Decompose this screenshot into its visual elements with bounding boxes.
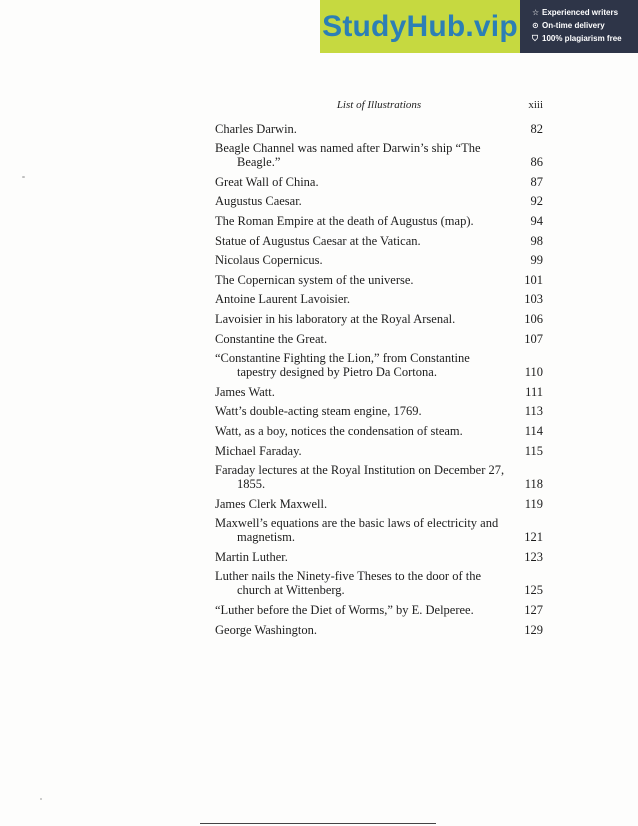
illustration-page: 87 [530,174,543,189]
brand-logo[interactable]: StudyHub.vip [322,9,518,43]
list-item [215,312,543,326]
list-item [215,141,543,169]
feature-text: On-time delivery [542,21,605,30]
page-header [215,99,543,113]
illustration-page: 119 [524,496,543,511]
illustration-page: 110 [524,365,543,380]
ad-banner[interactable] [320,0,638,53]
illustration-page: 113 [524,404,543,419]
illustration-caption: The Copernican system of the universe. [215,272,414,287]
illustration-caption: Constantine the Great. [215,331,328,346]
list-item [215,194,543,208]
feature-text: Experienced writers [542,8,619,17]
illustration-page: 99 [530,253,543,268]
illustration-page: 86 [530,155,543,170]
illustration-caption: The Roman Empire at the death of Augustus (map). [215,213,474,228]
illustration-caption: Watt’s double-acting steam engine, 1769. [215,404,422,419]
list-item [215,444,543,458]
illustration-caption: Statue of Augustus Caesar at the Vatican. [215,233,421,248]
brand-panel[interactable] [320,0,520,53]
illustration-page: 121 [524,530,543,545]
list-item [215,569,543,597]
list-item [215,603,543,617]
illustration-caption: “Luther before the Diet of Worms,” by E. Delperee. [215,603,474,618]
illustration-caption: “Constantine Fighting the Lion,” from Constantine tapestry designed by Pietro Da Cortona. [215,351,470,380]
scan-speck [22,176,25,178]
list-item [215,214,543,228]
scan-speck [40,798,42,800]
list-item [215,234,543,248]
list-item [215,292,543,306]
illustration-caption: Beagle Channel was named after Darwin’s ship “The Beagle.” [215,141,481,170]
feature-text: 100% plagiarism free [542,34,622,43]
list-item [215,385,543,399]
illustration-page: 127 [524,603,543,618]
illustration-caption: Martin Luther. [215,549,288,564]
illustration-caption: James Watt. [215,384,275,399]
illustration-list [215,116,543,637]
illustration-page: 103 [524,292,543,307]
illustration-caption: Michael Faraday. [215,443,302,458]
illustration-page: 125 [524,583,543,598]
bottom-rule [200,823,436,824]
illustration-caption: Luther nails the Ninety-five Theses to the door of the church at Wittenberg. [215,569,482,598]
illustration-page: 107 [524,331,543,346]
list-item [215,332,543,346]
feature-item [532,32,638,45]
clock-icon: ⊙ [532,21,539,30]
illustration-caption: Maxwell’s equations are the basic laws of electricity and magnetism. [215,516,499,545]
illustration-page: 129 [524,622,543,637]
list-item [215,424,543,438]
illustration-page: 111 [525,384,543,399]
page-number: xiii [528,99,543,111]
illustration-page: 92 [530,194,543,209]
illustration-page: 114 [524,423,543,438]
feature-list [520,0,638,53]
illustration-page: 94 [530,213,543,228]
list-item [215,175,543,189]
shield-icon: ⛉ [532,33,538,43]
illustration-caption: Watt, as a boy, notices the condensation of steam. [215,423,463,438]
illustration-caption: Antoine Laurent Lavoisier. [215,292,351,307]
list-item [215,351,543,379]
list-item [215,273,543,287]
illustration-page: 115 [524,443,543,458]
star-icon: ☆ [532,8,540,17]
illustration-caption: James Clerk Maxwell. [215,496,328,511]
list-item [215,253,543,267]
list-item [215,404,543,418]
feature-item [532,19,638,32]
list-item [215,623,543,637]
illustration-page: 106 [524,311,543,326]
illustration-caption: George Washington. [215,622,317,637]
illustration-caption: Lavoisier in his laboratory at the Royal Arsenal. [215,311,456,326]
feature-item [532,6,638,19]
illustration-page: 98 [530,233,543,248]
list-item [215,550,543,564]
page-title: List of Illustrations [336,99,422,111]
illustration-page: 123 [524,549,543,564]
list-item [215,516,543,544]
illustration-page: 101 [524,272,543,287]
illustration-caption: Augustus Caesar. [215,194,302,209]
list-item [215,463,543,491]
list-item [215,122,543,136]
illustration-page: 118 [524,477,543,492]
illustration-caption: Great Wall of China. [215,174,319,189]
illustration-caption: Faraday lectures at the Royal Institution on December 27, 1855. [215,463,505,492]
illustration-page: 82 [530,121,543,136]
list-item [215,497,543,511]
illustration-caption: Nicolaus Copernicus. [215,253,323,268]
illustration-caption: Charles Darwin. [215,121,297,136]
